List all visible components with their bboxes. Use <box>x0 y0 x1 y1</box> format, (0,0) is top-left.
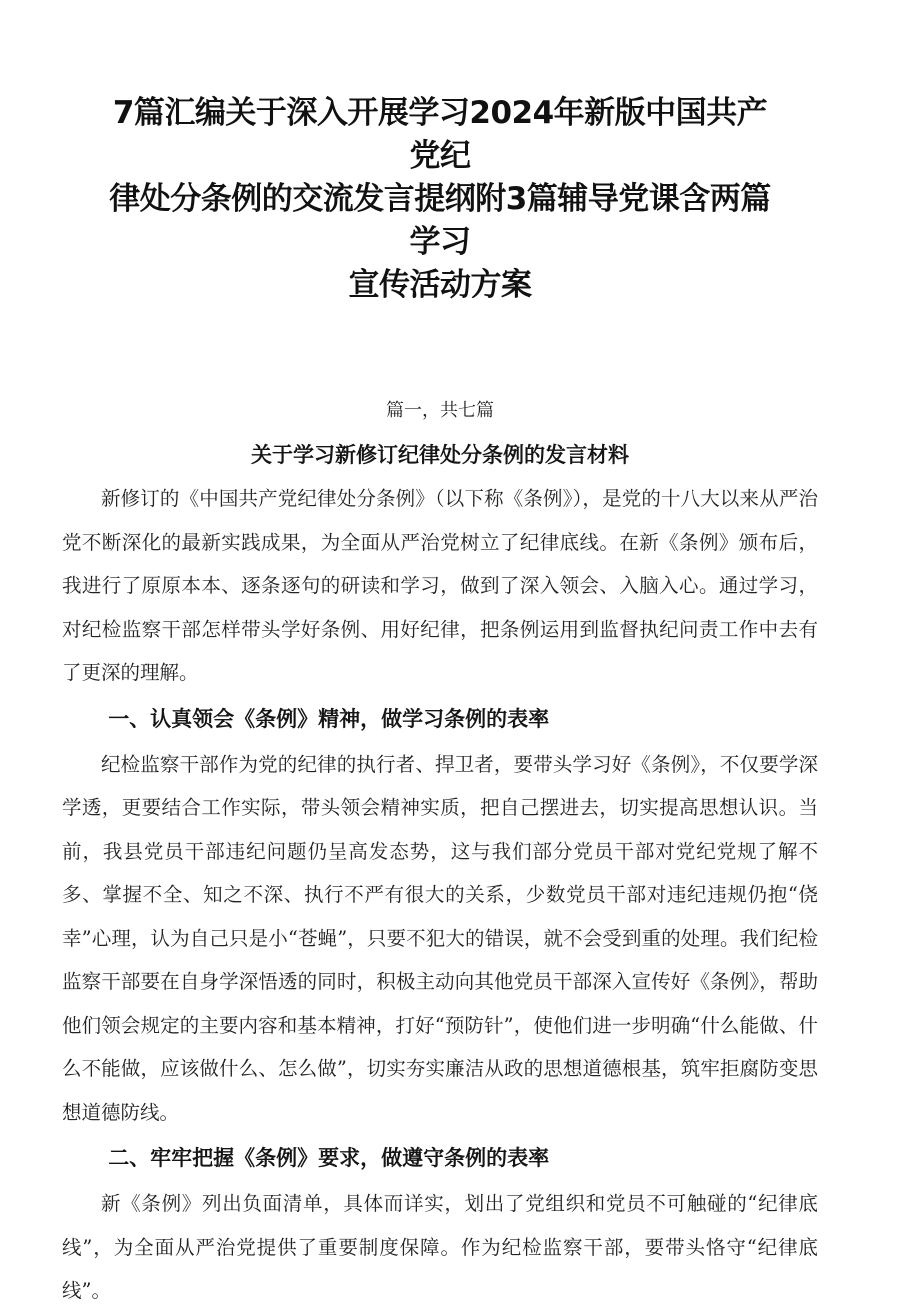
document-title <box>62 92 818 307</box>
document-title-line: 7篇汇编关于深入开展学习2024年新版中国共产党纪 <box>112 95 768 174</box>
section-heading-1: 一、认真领会《条例》精神，做学习条例的表率 <box>108 706 550 731</box>
section-heading-2: 二、牢牢把握《条例》要求，做遵守条例的表率 <box>108 1146 550 1170</box>
intro-paragraph: 新修订的《中国共产党纪律处分条例》（以下称《条例》），是党的十八大以来从严治党不断深化的最新实践成果，为全面从严治党树立了纪律底线。在新《条例》颁布后，我进行了原原本本、逐条逐句的研读和学习，做到了深入领会、入脑入心。通过学习，对纪检监察干部怎样带头学好条例、用好纪律，把条例运用到监督执纪问责工作中去有了更深的理解。 <box>62 487 818 684</box>
article-title: 关于学习新修订纪律处分条例的发言材料 <box>251 443 629 467</box>
document-title-line: 律处分条例的交流发言提纲附3篇辅导党课含两篇学习 <box>109 181 771 260</box>
body-paragraph-2: 新《条例》列出负面清单，具体而详实，划出了党组织和党员不可触碰的“纪律底线”，为全面从严治党提供了重要制度保障。作为纪检监察干部，要带头恪守“纪律底线”。 <box>62 1192 818 1302</box>
body-paragraph-1: 纪检监察干部作为党的纪律的执行者、捍卫者，要带头学习好《条例》，不仅要学深学透，更要结合工作实际，带头领会精神实质，把自己摆进去，切实提高思想认识。当前，我县党员干部违纪问题仍呈高发态势，这与我们部分党员干部对党纪党规了解不多、掌握不全、知之不深、执行不严有很大的关系，少数党员干部对违纪违规仍抱“侥幸”心理，认为自己只是小“苍蝇”，只要不犯大的错误，就不会受到重的处理。我们纪检监察干部要在自身学深悟透的同时，积极主动向其他党员干部深入宣传好《条例》，帮助他们领会规定的主要内容和基本精神，打好“预防针”，使他们进一步明确“什么能做、什么不能做，应该做什么、怎么做”，切实夯实廉洁从政的思想道德根基，筑牢拒腐防变思想道德防线。 <box>62 752 818 1124</box>
section-label: 篇一，共七篇 <box>386 400 494 421</box>
document-title-line: 宣传活动方案 <box>348 267 532 303</box>
